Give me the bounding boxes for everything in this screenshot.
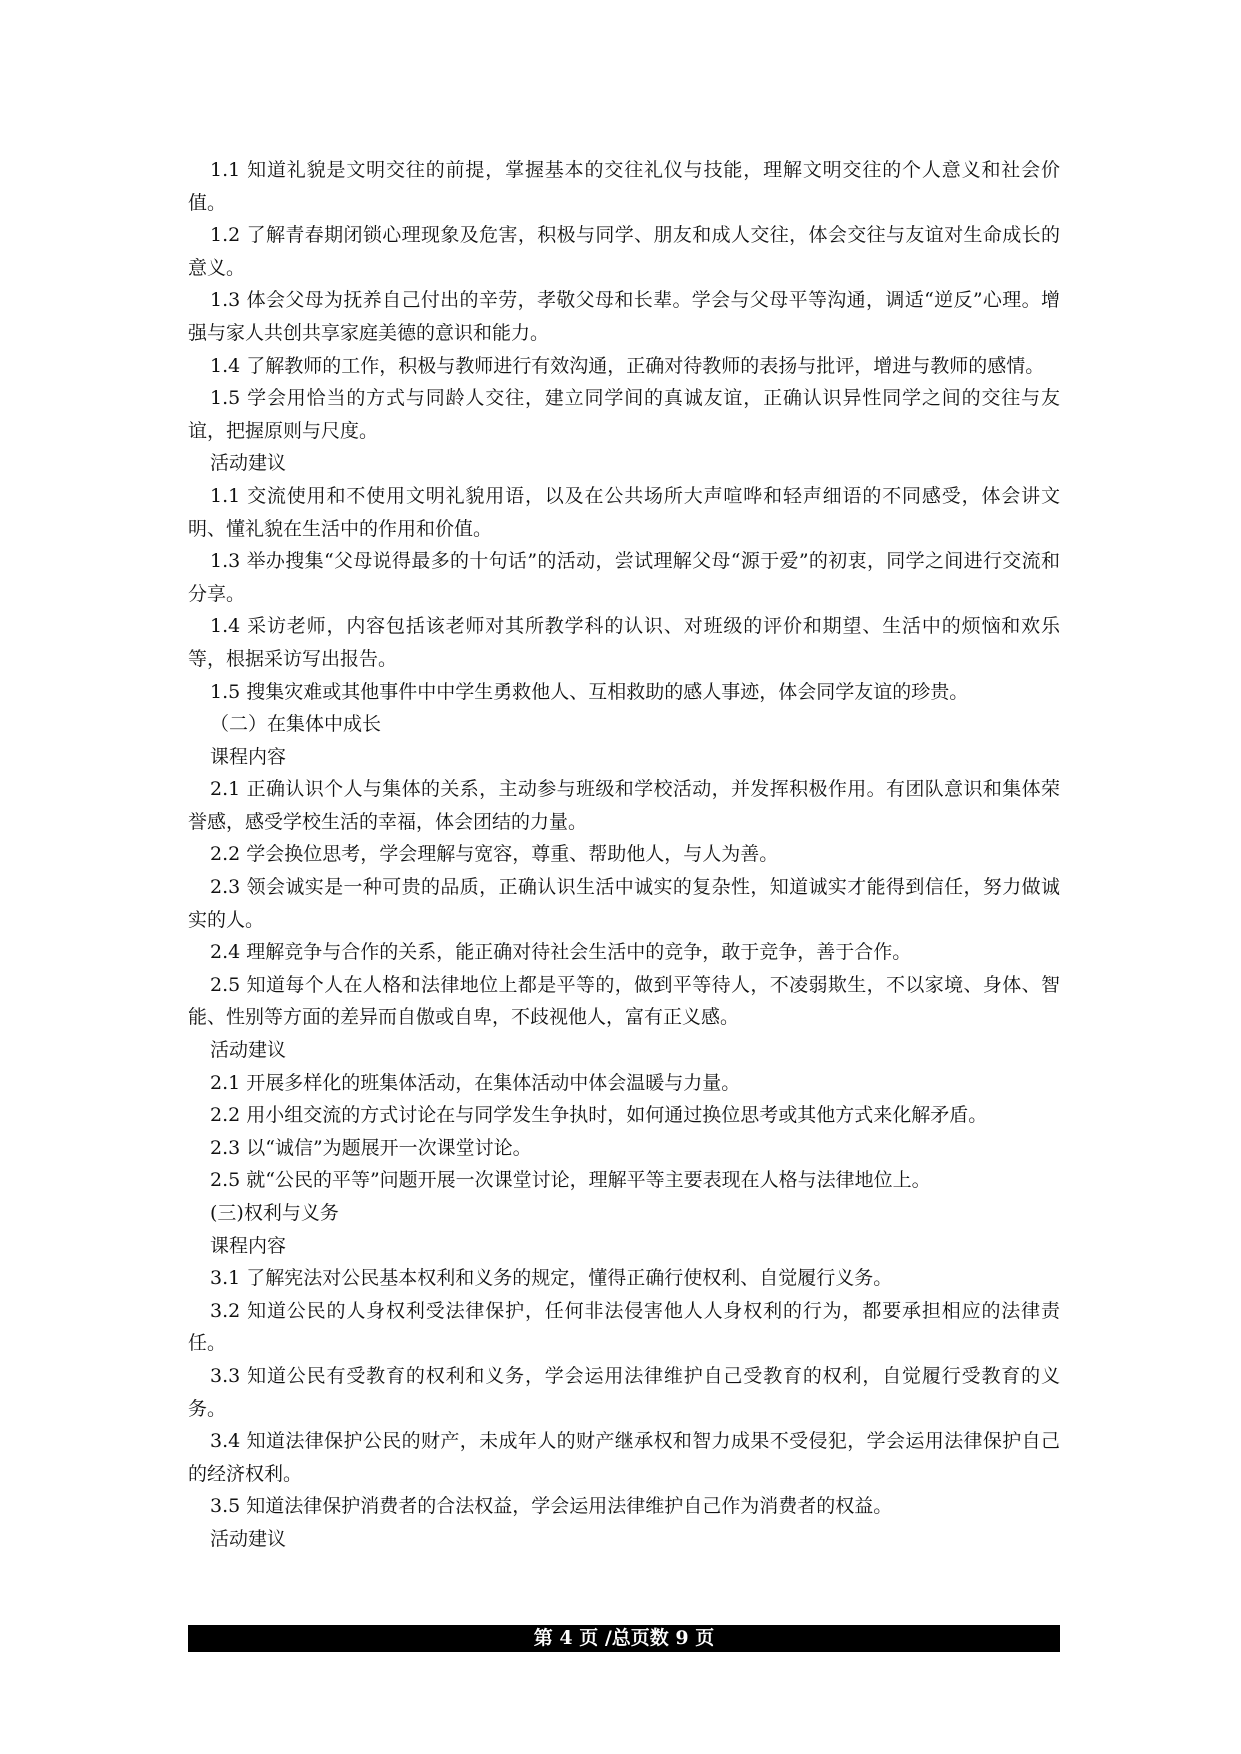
paragraph: 2.2 学会换位思考，学会理解与宽容，尊重、帮助他人，与人为善。 (210, 843, 779, 866)
paragraph: 3.4 知道法律保护公民的财产，未成年人的财产继承权和智力成果不受侵犯，学会运用法律保护自己的经济权利。 (188, 1430, 1060, 1485)
paragraph: 1.1 知道礼貌是文明交往的前提，掌握基本的交往礼仪与技能，理解文明交往的个人意义和社会价值。 (188, 159, 1060, 214)
paragraph: 2.5 知道每个人在人格和法律地位上都是平等的，做到平等待人，不凌弱欺生，不以家境、身体、智能、性别等方面的差异而自傲或自卑，不歧视他人，富有正义感。 (188, 973, 1060, 1029)
page-number-label: 第 4 页 /总页数 9 页 (533, 1627, 715, 1649)
paragraph: 1.1 交流使用和不使用文明礼貌用语，以及在公共场所大声喧哗和轻声细语的不同感受，体会讲文明、懂礼貌在生活中的作用和价值。 (188, 484, 1060, 540)
section-heading: （二）在集体中成长 (210, 713, 382, 736)
section-heading: 活动建议 (210, 1527, 287, 1550)
section-heading: (三)权利与义务 (210, 1202, 339, 1224)
paragraph: 1.2 了解青春期闭锁心理现象及危害，积极与同学、朋友和成人交往，体会交往与友谊对生命成长的意义。 (188, 224, 1060, 279)
section-heading: 活动建议 (210, 452, 287, 475)
page-footer (188, 1625, 1060, 1652)
document-body (188, 154, 1060, 1556)
section-heading: 课程内容 (210, 745, 287, 768)
paragraph: 1.4 了解教师的工作，积极与教师进行有效沟通，正确对待教师的表扬与批评，增进与教师的感情。 (210, 354, 1045, 377)
paragraph: 3.3 知道公民有受教育的权利和义务，学会运用法律维护自己受教育的权利，自觉履行受教育的义务。 (188, 1364, 1060, 1420)
section-heading: 课程内容 (210, 1234, 287, 1257)
paragraph: 1.4 采访老师，内容包括该老师对其所教学科的认识、对班级的评价和期望、生活中的烦恼和欢乐等，根据采访写出报告。 (188, 615, 1060, 670)
paragraph: 3.2 知道公民的人身权利受法律保护，任何非法侵害他人人身权利的行为，都要承担相应的法律责任。 (188, 1299, 1060, 1355)
paragraph: 1.3 体会父母为抚养自己付出的辛劳，孝敬父母和长辈。学会与父母平等沟通，调适“逆反”心理。增强与家人共创共享家庭美德的意识和能力。 (188, 289, 1060, 344)
paragraph: 2.4 理解竞争与合作的关系，能正确对待社会生活中的竞争，敢于竞争，善于合作。 (210, 941, 912, 964)
paragraph: 3.5 知道法律保护消费者的合法权益，学会运用法律维护自己作为消费者的权益。 (210, 1495, 893, 1518)
paragraph: 2.1 开展多样化的班集体活动，在集体活动中体会温暖与力量。 (210, 1071, 741, 1094)
paragraph: 2.2 用小组交流的方式讨论在与同学发生争执时，如何通过换位思考或其他方式来化解矛盾。 (210, 1104, 988, 1127)
paragraph: 3.1 了解宪法对公民基本权利和义务的规定，懂得正确行使权利、自觉履行义务。 (210, 1267, 893, 1290)
paragraph: 2.3 领会诚实是一种可贵的品质，正确认识生活中诚实的复杂性，知道诚实才能得到信任，努力做诚实的人。 (188, 876, 1060, 931)
paragraph: 2.5 就“公民的平等”问题开展一次课堂讨论，理解平等主要表现在人格与法律地位上。 (210, 1169, 931, 1192)
paragraph: 1.3 举办搜集“父母说得最多的十句话”的活动，尝试理解父母“源于爱”的初衷，同学之间进行交流和分享。 (188, 550, 1060, 605)
paragraph: 2.3 以“诚信”为题展开一次课堂讨论。 (210, 1136, 532, 1159)
paragraph: 1.5 搜集灾难或其他事件中中学生勇救他人、互相救助的感人事迹，体会同学友谊的珍贵。 (210, 680, 969, 703)
paragraph: 2.1 正确认识个人与集体的关系，主动参与班级和学校活动，并发挥积极作用。有团队意识和集体荣誉感，感受学校生活的幸福，体会团结的力量。 (188, 778, 1060, 833)
paragraph: 1.5 学会用恰当的方式与同龄人交往，建立同学间的真诚友谊，正确认识异性同学之间的交往与友谊，把握原则与尺度。 (188, 387, 1060, 442)
section-heading: 活动建议 (210, 1039, 287, 1062)
